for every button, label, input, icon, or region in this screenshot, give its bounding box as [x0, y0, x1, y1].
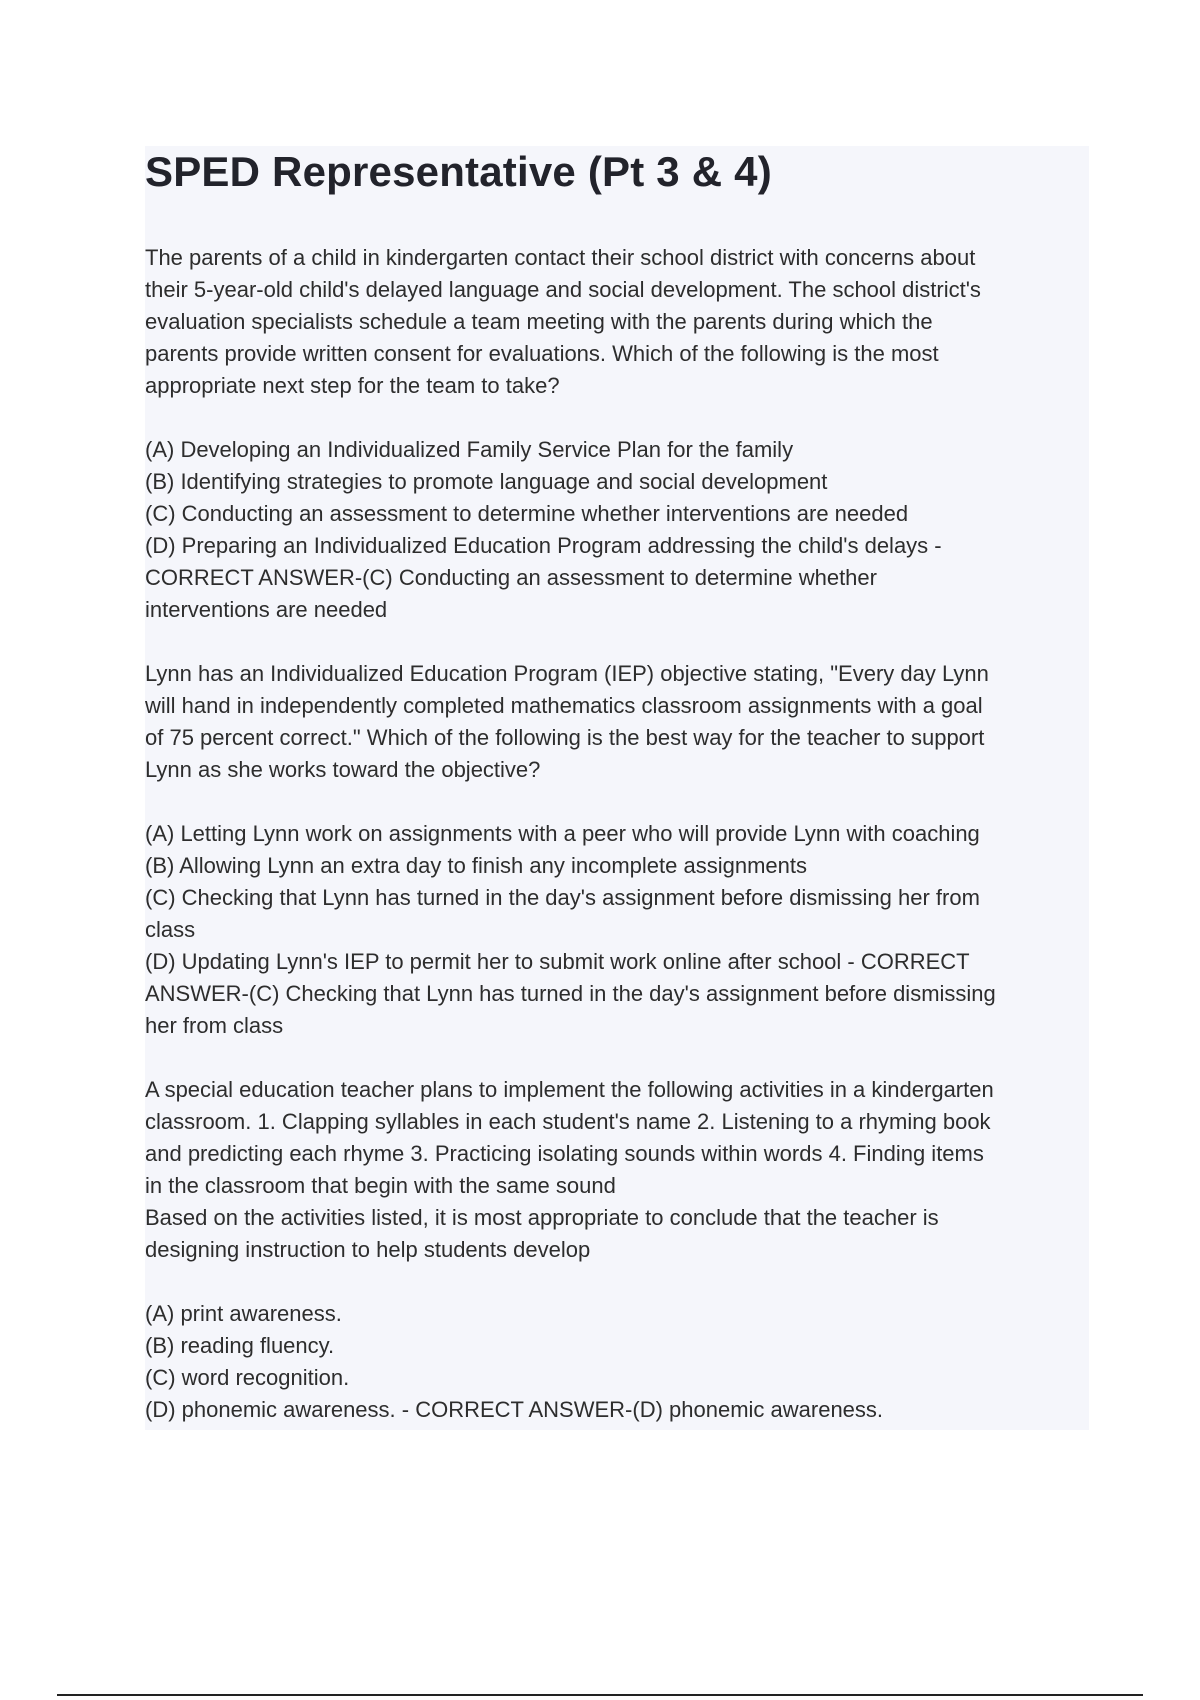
- answer-option: (C) Conducting an assessment to determine whether interventions are needed: [145, 501, 909, 526]
- text-line: The parents of a child in kindergarten contact their school district with concerns about: [145, 245, 976, 270]
- text-line: evaluation specialists schedule a team meeting with the parents during which the: [145, 309, 933, 334]
- text-line: Lynn has an Individualized Education Program (IEP) objective stating, "Every day Lynn: [145, 661, 989, 686]
- text-line: Based on the activities listed, it is most appropriate to conclude that the teacher is: [145, 1205, 939, 1230]
- answer-option: (A) Developing an Individualized Family Service Plan for the family: [145, 437, 794, 462]
- answer-option: (B) reading fluency.: [145, 1333, 335, 1358]
- text-line: parents provide written consent for evaluations. Which of the following is the most: [145, 341, 939, 366]
- question-3-answers: [145, 1298, 1089, 1426]
- text-line: and predicting each rhyme 3. Practicing isolating sounds within words 4. Finding items: [145, 1141, 984, 1166]
- text-line: Lynn as she works toward the objective?: [145, 757, 541, 782]
- answer-option: (D) Updating Lynn's IEP to permit her to submit work online after school - CORRECT: [145, 949, 970, 974]
- document-title: SPED Representative (Pt 3 & 4): [145, 148, 772, 195]
- text-line: their 5-year-old child's delayed language and social development. The school district's: [145, 277, 981, 302]
- answer-option: (B) Identifying strategies to promote language and social development: [145, 469, 828, 494]
- question-2-stem: [145, 658, 1089, 786]
- page-bottom-rule: [57, 1694, 1143, 1696]
- text-line: will hand in independently completed mathematics classroom assignments with a goal: [145, 693, 983, 718]
- answer-option: (A) print awareness.: [145, 1301, 342, 1326]
- text-line: of 75 percent correct." Which of the following is the best way for the teacher to support: [145, 725, 985, 750]
- question-1-stem: [145, 242, 1089, 402]
- text-line: appropriate next step for the team to take?: [145, 373, 560, 398]
- answer-option: (D) Preparing an Individualized Education Program addressing the child's delays -: [145, 533, 942, 558]
- answer-option: (C) Checking that Lynn has turned in the day's assignment before dismissing her from: [145, 885, 980, 910]
- correct-answer: interventions are needed: [145, 597, 388, 622]
- answer-option: (B) Allowing Lynn an extra day to finish any incomplete assignments: [145, 853, 807, 878]
- text-line: designing instruction to help students develop: [145, 1237, 591, 1262]
- answer-option: (A) Letting Lynn work on assignments with a peer who will provide Lynn with coaching: [145, 821, 980, 846]
- question-3-stem: [145, 1074, 1089, 1266]
- question-1-answers: [145, 434, 1089, 626]
- text-line: A special education teacher plans to implement the following activities in a kindergarten: [145, 1077, 994, 1102]
- answer-option: (C) word recognition.: [145, 1365, 350, 1390]
- question-2-answers: [145, 818, 1089, 1042]
- text-line: classroom. 1. Clapping syllables in each student's name 2. Listening to a rhyming book: [145, 1109, 991, 1134]
- correct-answer: CORRECT ANSWER-(C) Conducting an assessment to determine whether: [145, 565, 877, 590]
- correct-answer: ANSWER-(C) Checking that Lynn has turned in the day's assignment before dismissing: [145, 981, 996, 1006]
- answer-option: class: [145, 917, 196, 942]
- correct-answer: (D) phonemic awareness. - CORRECT ANSWER-(D) phonemic awareness.: [145, 1397, 884, 1422]
- correct-answer: her from class: [145, 1013, 284, 1038]
- text-line: in the classroom that begin with the same sound: [145, 1173, 616, 1198]
